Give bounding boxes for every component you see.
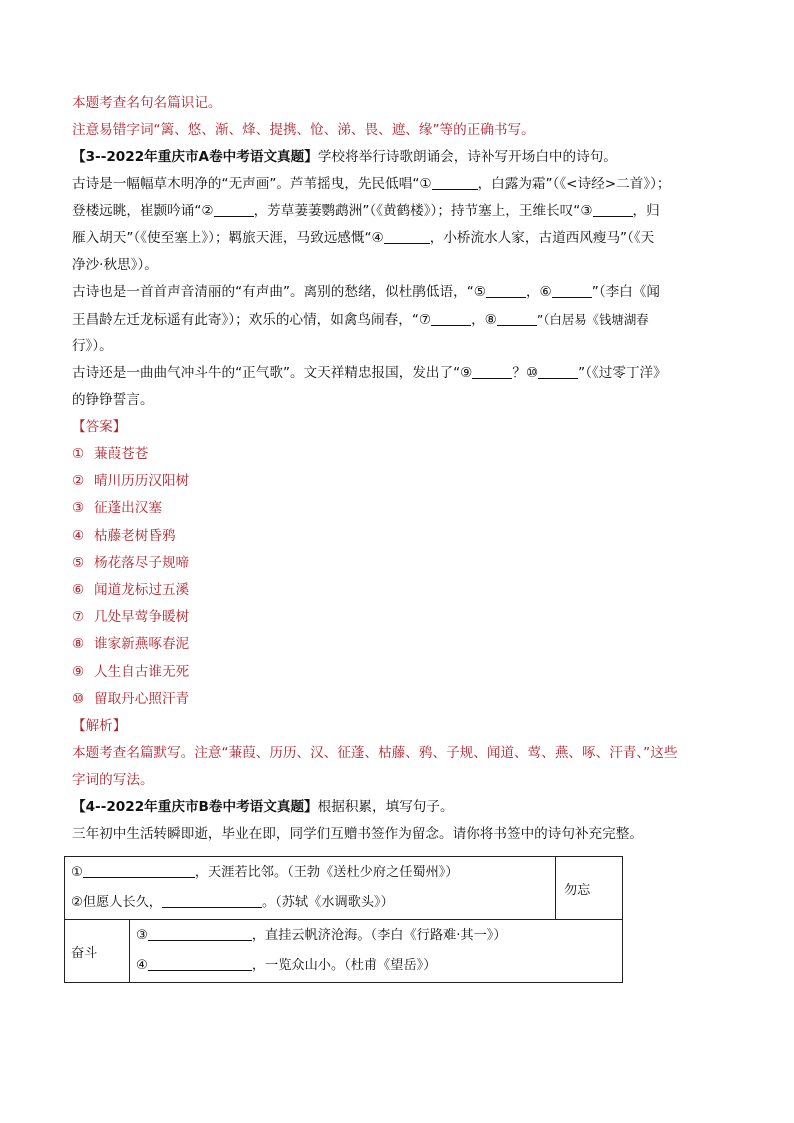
blank-number: ① bbox=[419, 176, 432, 192]
answer-blank-1[interactable] bbox=[83, 860, 195, 878]
blank-5[interactable] bbox=[474, 284, 526, 300]
blank-7[interactable] bbox=[419, 312, 471, 328]
text: ， bbox=[471, 312, 485, 328]
item-text: 。（苏轼《水调歌头》） bbox=[261, 895, 394, 910]
text: 古诗是一幅幅草木明净的“无声画”。芦苇摇曳，先民低唱“ bbox=[72, 176, 420, 192]
row-item-1 bbox=[71, 858, 549, 888]
answer-item bbox=[72, 577, 732, 604]
answer-number: ③ bbox=[72, 500, 85, 517]
answer-number: ④ bbox=[72, 527, 85, 544]
q3-p1-line4: 净沙·秋思》）。 bbox=[72, 257, 158, 273]
q4-tag: 【4--2022年重庆市B卷中考语文真题】 bbox=[72, 798, 318, 815]
label-forget-not: 勿忘 bbox=[556, 857, 623, 920]
analysis-line-2: 字词的写法。 bbox=[72, 771, 154, 788]
answer-number: ⑦ bbox=[72, 609, 85, 626]
analysis-label: 【解析】 bbox=[72, 717, 127, 734]
blank-number: ⑥ bbox=[539, 284, 552, 300]
answer-number: ⑥ bbox=[72, 581, 85, 598]
answer-text: 晴川历历汉阳树 bbox=[94, 473, 190, 490]
text: 古诗也是一首首声音清丽的“有声曲”。离别的愁绪，似杜鹃低语，“ bbox=[72, 284, 474, 300]
answer-label: 【答案】 bbox=[72, 419, 127, 435]
label-strive: 奋斗 bbox=[65, 920, 130, 983]
item-text: ，一览众山小。（杜甫《望岳》） bbox=[251, 958, 437, 973]
answer-number: ⑩ bbox=[72, 690, 85, 707]
answer-text: 人生自古谁无死 bbox=[94, 663, 190, 680]
item-number: ④ bbox=[136, 958, 148, 973]
q3-p1-line1 bbox=[72, 171, 732, 198]
text: ，小桥流水人家，古道西风瘦马”（《天 bbox=[429, 230, 655, 246]
answer-text: 谁家新燕啄春泥 bbox=[94, 636, 190, 653]
answer-item bbox=[72, 523, 732, 550]
blank-3[interactable] bbox=[580, 203, 632, 219]
q3-header bbox=[72, 144, 732, 171]
answer-number: ⑧ bbox=[72, 636, 85, 653]
q3-p3-line1 bbox=[72, 360, 732, 387]
answer-number: ① bbox=[72, 446, 85, 462]
row-item-4 bbox=[136, 951, 616, 981]
answer-text: 闻道龙标过五溪 bbox=[94, 581, 190, 598]
answer-text: 留取丹心照汗青 bbox=[94, 690, 190, 707]
answer-text: 几处早莺争暖树 bbox=[94, 609, 190, 626]
blank-9[interactable] bbox=[460, 365, 512, 381]
text: 古诗还是一曲曲气冲斗牛的“正气歌”。文天祥精忠报国，发出了“ bbox=[72, 365, 461, 381]
item-text: ，天涯若比邻。（王勃《送杜少府之任蜀州》） bbox=[194, 865, 459, 880]
item-number: ① bbox=[71, 865, 83, 880]
blank-2[interactable] bbox=[201, 203, 253, 219]
q3-p2-line3: 行》）。 bbox=[72, 338, 113, 354]
blank-1[interactable] bbox=[419, 176, 477, 192]
row-item-2 bbox=[71, 888, 549, 918]
blank-number: ⑦ bbox=[418, 312, 432, 328]
q3-p3-line2: 的铮铮誓言。 bbox=[72, 392, 154, 408]
text: 登楼远眺，崔颢吟诵“ bbox=[72, 203, 202, 219]
text: 王昌龄左迁龙标遥有此寄》）；欢乐的心情，如禽鸟闹春，“ bbox=[72, 312, 419, 328]
blank-number: ④ bbox=[371, 230, 384, 246]
analysis-line-1: 本题考查名篇默写。注意“蒹葭、历历、汉、征蓬、枯藤、鸦、子规、闻道、莺、燕、啄、汗青、”这些 bbox=[72, 744, 678, 761]
answer-item bbox=[72, 659, 732, 686]
blank-10[interactable] bbox=[526, 365, 578, 381]
text: ，芳草萋萋鹦鹉洲”（《黄鹤楼》）；持节塞上，王维长叹“ bbox=[253, 203, 581, 219]
text: ，归 bbox=[632, 203, 660, 219]
item-text: ②但愿人长久， bbox=[71, 895, 162, 910]
blank-number: ⑤ bbox=[473, 284, 486, 300]
answer-text: 枯藤老树昏鸦 bbox=[94, 527, 176, 544]
text: ”（《过零丁洋》 bbox=[578, 365, 667, 381]
answer-item bbox=[72, 631, 732, 658]
row-item-3 bbox=[136, 921, 616, 951]
q3-stem: 学校将举行诗歌朗诵会，诗补写开场白中的诗句。 bbox=[317, 149, 617, 165]
text: ， bbox=[525, 284, 540, 300]
text: ”（白居易《钱塘湖春 bbox=[536, 312, 649, 327]
answer-blank-3[interactable] bbox=[148, 923, 252, 941]
blank-6[interactable] bbox=[540, 284, 592, 300]
text: ”（李白《闻 bbox=[591, 284, 660, 300]
table-cell bbox=[130, 920, 623, 983]
answer-text: 杨花落尽子规啼 bbox=[94, 554, 190, 571]
blank-number: ⑨ bbox=[460, 365, 473, 381]
answer-item bbox=[72, 604, 732, 631]
table-row bbox=[65, 920, 623, 983]
q4-header bbox=[72, 794, 732, 821]
bookmark-table bbox=[64, 856, 623, 983]
blank-number: ⑧ bbox=[484, 312, 497, 328]
answer-number: ⑨ bbox=[72, 663, 85, 680]
answer-blank-2[interactable] bbox=[162, 890, 262, 908]
q3-p2-line2 bbox=[72, 306, 732, 333]
document-page bbox=[72, 90, 732, 848]
answer-item bbox=[72, 441, 732, 468]
q3-p2-line1 bbox=[72, 279, 732, 306]
answer-text: 蒹葭苍苍 bbox=[94, 446, 149, 462]
answer-blank-4[interactable] bbox=[148, 953, 252, 971]
blank-number: ③ bbox=[580, 203, 593, 219]
answer-item bbox=[72, 686, 732, 713]
q3-p1-line3 bbox=[72, 225, 732, 252]
blank-4[interactable] bbox=[372, 230, 430, 246]
item-text: ，直挂云帆济沧海。（李白《行路难·其一》） bbox=[251, 928, 507, 943]
answer-item bbox=[72, 550, 732, 577]
q4-stem: 根据积累，填写句子。 bbox=[317, 798, 454, 815]
q3-p1-line2 bbox=[72, 198, 732, 225]
answer-number: ② bbox=[72, 473, 85, 490]
blank-number: ⑩ bbox=[525, 365, 539, 381]
text: ？ bbox=[512, 365, 526, 381]
table-row bbox=[65, 857, 623, 920]
blank-number: ② bbox=[201, 203, 214, 219]
text: 雁入胡天”（《使至塞上》）；羁旅天涯，马致远感慨“ bbox=[72, 230, 372, 246]
answer-text: 征蓬出汉塞 bbox=[94, 500, 162, 517]
table-cell bbox=[65, 857, 556, 920]
item-number: ③ bbox=[136, 928, 148, 943]
text: ，白露为霜”（《<诗经>二首》）； bbox=[477, 176, 671, 192]
q4-desc: 三年初中生活转瞬即逝，毕业在即，同学们互赠书签作为留念。请你将书签中的诗句补充完整。 bbox=[72, 825, 643, 842]
q3-tag: 【3--2022年重庆市A卷中考语文真题】 bbox=[72, 149, 318, 165]
answer-number: ⑤ bbox=[72, 554, 85, 571]
answer-item bbox=[72, 468, 732, 495]
intro-line-2: 注意易错字词“篱、悠、渐、烽、提携、怆、涕、畏、遮、缘”等的正确书写。 bbox=[72, 122, 535, 138]
blank-8[interactable] bbox=[485, 312, 537, 328]
answer-list bbox=[72, 441, 732, 713]
answer-item bbox=[72, 495, 732, 522]
intro-line-1: 本题考查名句名篇识记。 bbox=[72, 95, 222, 111]
